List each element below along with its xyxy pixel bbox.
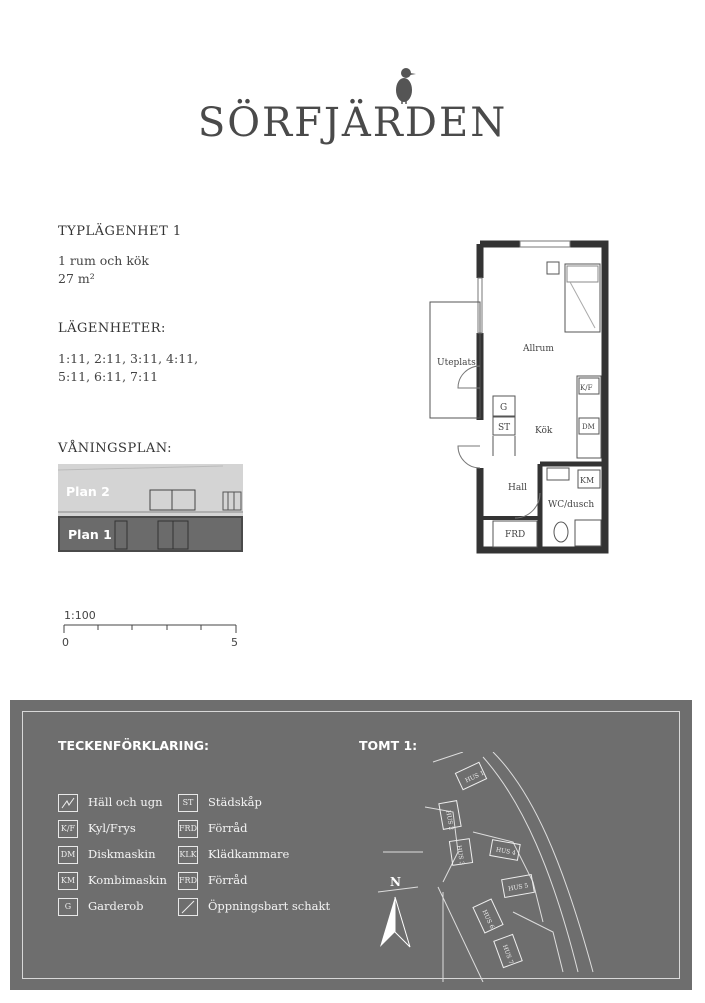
- floor-selector: [58, 464, 243, 552]
- legend-code: ST: [178, 794, 198, 812]
- legend-item: [178, 898, 338, 916]
- legend-frame: [22, 711, 680, 979]
- legend-code: G: [58, 898, 78, 916]
- legend-panel: [10, 700, 692, 990]
- stove-icon: [58, 794, 78, 812]
- legend-item: [178, 820, 338, 838]
- floor-plan-1-label: Plan 1: [68, 527, 112, 542]
- g-label: G: [500, 403, 508, 413]
- hus-1-label: HUS 1: [464, 769, 486, 785]
- frd-label: FRD: [505, 530, 526, 540]
- apartments-line-1: 1:11, 2:11, 3:11, 4:11,: [58, 351, 199, 366]
- legend-code: DM: [58, 846, 78, 864]
- north-label: N: [390, 875, 401, 889]
- unit-heading: TYPLÄGENHET 1: [58, 224, 182, 239]
- legend-item: [178, 872, 338, 890]
- legend-item: [58, 794, 198, 812]
- legend-label: Häll och ugn: [88, 795, 163, 809]
- shaft-icon: [178, 898, 198, 916]
- hus-6-label: HUS 6: [480, 908, 496, 931]
- st-label: ST: [498, 423, 511, 433]
- north-arrow-icon: [380, 897, 410, 947]
- legend-label: Klädkammare: [208, 847, 290, 861]
- apartments-line-2: 5:11, 6:11, 7:11: [58, 369, 159, 384]
- unit-area: 27 m²: [58, 271, 95, 286]
- wc-label: WC/dusch: [548, 500, 595, 510]
- legend-label: Garderob: [88, 899, 144, 913]
- legend-label: Kombimaskin: [88, 873, 167, 887]
- scale-bar: [63, 622, 239, 634]
- bird-logo-icon: [392, 66, 416, 104]
- legend-code: KM: [58, 872, 78, 890]
- building-elevation: [58, 464, 243, 552]
- legend-label: Förråd: [208, 873, 248, 887]
- legend-item: [58, 898, 198, 916]
- scale-end: 5: [231, 636, 238, 649]
- kok-label: Kök: [535, 426, 553, 436]
- unit-rooms: 1 rum och kök: [58, 253, 150, 268]
- floor-plan-drawing: [425, 238, 615, 558]
- legend-label: Kyl/Frys: [88, 821, 136, 835]
- site-title: TOMT 1:: [359, 738, 418, 753]
- legend-label: Öppningsbart schakt: [208, 899, 331, 913]
- scale-start: 0: [62, 636, 69, 649]
- hus-3-label: HUS 3: [454, 844, 466, 866]
- hus-7-label: HUS 7: [500, 943, 515, 966]
- kf-label: K/F: [580, 384, 593, 392]
- legend-code: FRD: [178, 820, 198, 838]
- legend-item: [58, 872, 198, 890]
- uteplats-label: Uteplats: [437, 358, 476, 368]
- legend-item: [58, 846, 198, 864]
- legend-item: [178, 794, 338, 812]
- legend-item: [178, 846, 338, 864]
- legend-code: FRD: [178, 872, 198, 890]
- legend-title: TECKENFÖRKLARING:: [58, 738, 210, 753]
- legend-label: Städskåp: [208, 795, 262, 809]
- floors-heading: VÅNINGSPLAN:: [58, 441, 173, 456]
- dm-label: DM: [582, 423, 595, 431]
- brand-title: SÖRFJÄRDEN: [197, 100, 508, 146]
- hus-2-label: HUS 2: [444, 809, 455, 831]
- legend-label: Förråd: [208, 821, 248, 835]
- km-label: KM: [580, 476, 595, 485]
- hus-5-label: HUS 5: [507, 882, 529, 893]
- allrum-label: Allrum: [523, 344, 554, 354]
- scale-label: 1:100: [64, 609, 96, 622]
- legend-label: Diskmaskin: [88, 847, 156, 861]
- legend-code: K/F: [58, 820, 78, 838]
- legend-code: KLK: [178, 846, 198, 864]
- site-plan: [363, 752, 623, 982]
- legend-item: [58, 820, 198, 838]
- hus-4-label: HUS 4: [495, 846, 517, 857]
- hall-label: Hall: [508, 483, 527, 493]
- apartments-heading: LÄGENHETER:: [58, 321, 166, 336]
- floor-plan-2-label: Plan 2: [66, 484, 110, 499]
